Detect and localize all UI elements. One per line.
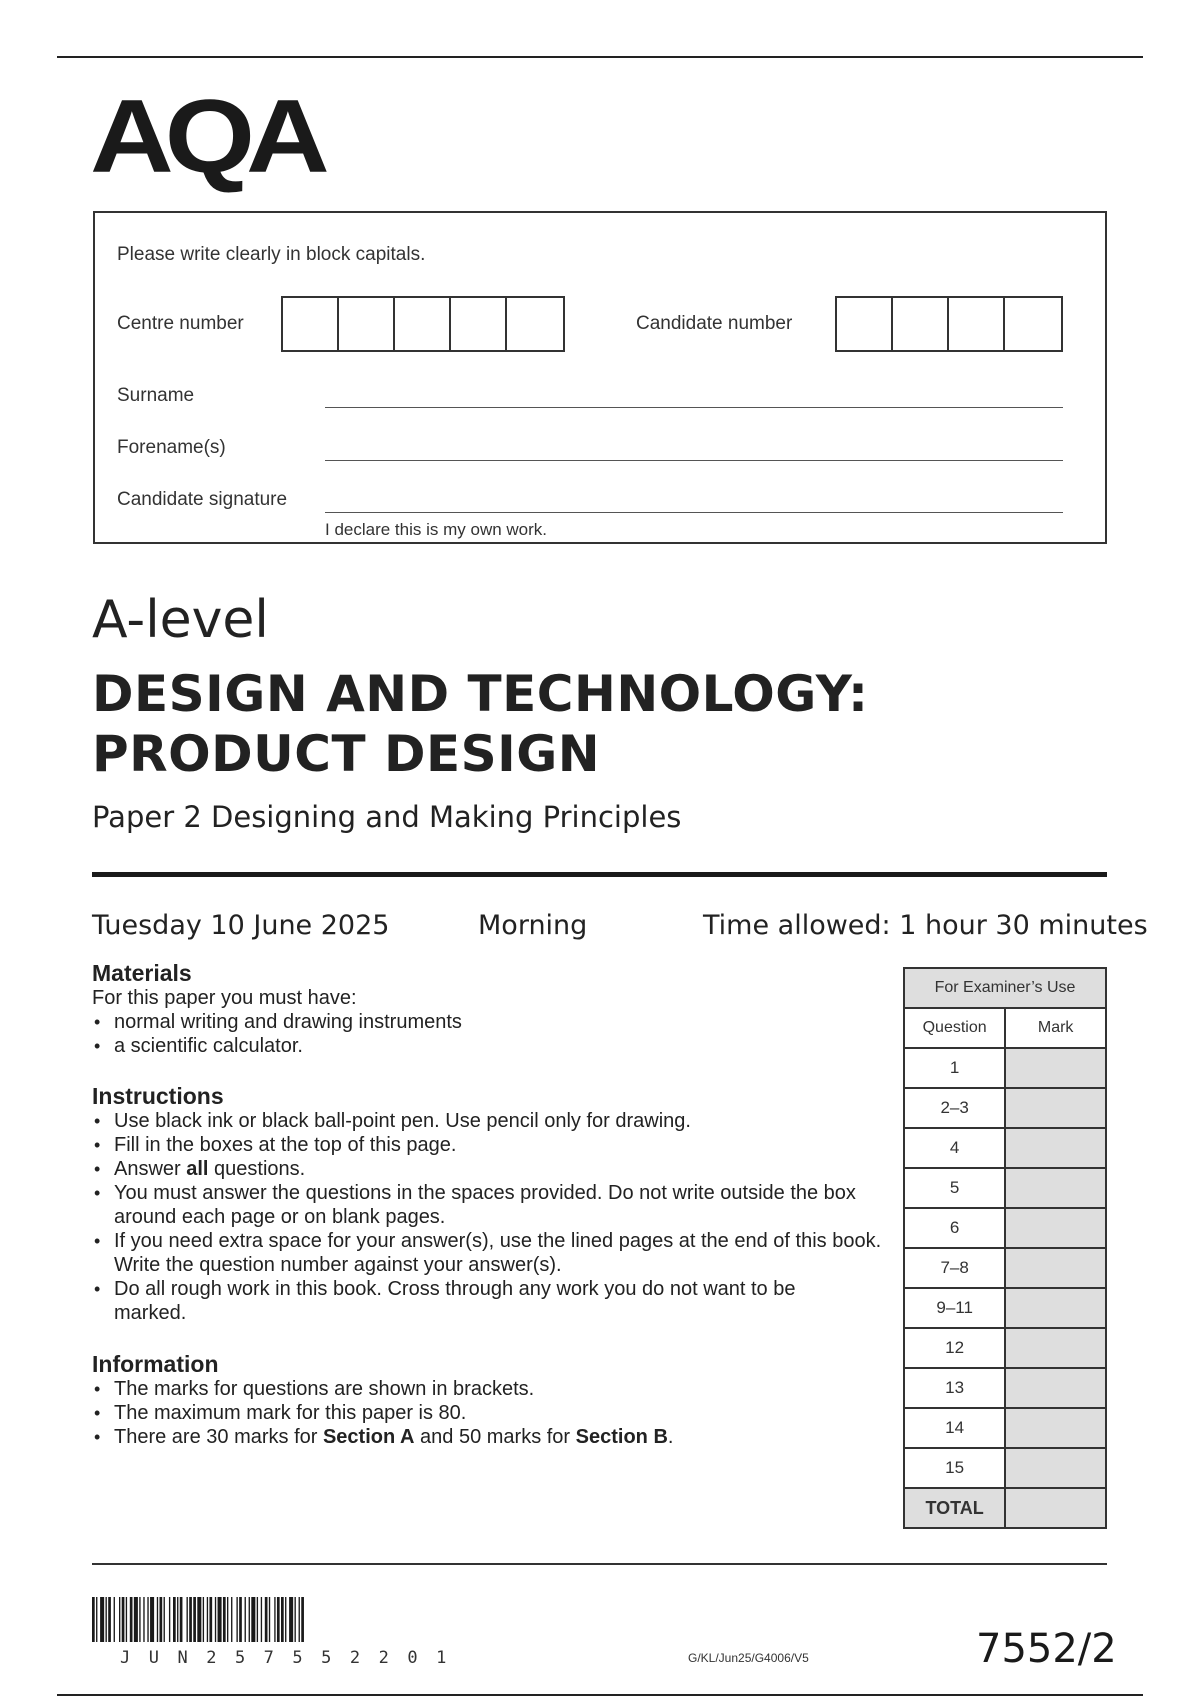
paper-code: 7552/2 — [976, 1626, 1117, 1672]
barcode-bar — [143, 1597, 144, 1642]
emphasis-text: Section B — [575, 1426, 668, 1448]
centre-number-digit-box[interactable] — [395, 298, 451, 350]
surname-label: Surname — [117, 385, 195, 406]
barcode-bar — [108, 1597, 111, 1642]
mark-cell — [1005, 1368, 1106, 1408]
subject-title-line-1: DESIGN AND TECHNOLOGY: — [92, 665, 869, 723]
text-run: and 50 marks for — [414, 1426, 576, 1448]
table-row — [904, 1128, 1106, 1168]
aqa-logo: AQA — [90, 77, 321, 195]
centre-number-digit-box[interactable] — [507, 298, 563, 350]
barcode-bar — [177, 1597, 178, 1642]
barcode-bar — [218, 1597, 222, 1642]
table-row — [904, 1288, 1106, 1328]
barcode-bar — [299, 1597, 300, 1642]
total-mark-cell — [1005, 1488, 1106, 1528]
barcode-bar — [203, 1597, 204, 1642]
barcode-bar — [160, 1597, 163, 1642]
exam-date: Tuesday 10 June 2025 — [92, 910, 390, 941]
instructions-heading: Instructions — [92, 1083, 224, 1109]
candidate-details-box — [93, 211, 1107, 544]
candidate-number-digit-box[interactable] — [893, 298, 949, 350]
barcode-bar — [239, 1597, 242, 1642]
barcode-bar — [193, 1597, 196, 1642]
examiner-table-body — [904, 1048, 1106, 1488]
mark-cell — [1005, 1328, 1106, 1368]
barcode-bar — [257, 1597, 258, 1642]
list-item — [92, 1157, 882, 1181]
list-item: • a scientific calculator. — [92, 1034, 892, 1058]
list-item: • Fill in the boxes at the top of this page. — [92, 1133, 882, 1157]
surname-field[interactable] — [325, 407, 1063, 408]
barcode-bar — [249, 1597, 250, 1642]
total-row — [904, 1488, 1106, 1528]
footer-rule — [92, 1563, 1107, 1565]
barcode — [92, 1597, 475, 1642]
mark-cell — [1005, 1408, 1106, 1448]
barcode-bar — [126, 1597, 127, 1642]
centre-number-digit-box[interactable] — [283, 298, 339, 350]
barcode-bar — [236, 1597, 237, 1642]
materials-heading: Materials — [92, 960, 192, 986]
centre-number-field[interactable] — [281, 296, 565, 352]
list-item: • The maximum mark for this paper is 80. — [92, 1401, 892, 1425]
time-allowed: Time allowed: 1 hour 30 minutes — [703, 910, 1148, 941]
candidate-number-digit-box[interactable] — [949, 298, 1005, 350]
barcode-bar — [173, 1597, 176, 1642]
top-rule — [57, 56, 1143, 58]
barcode-bar — [114, 1597, 115, 1642]
table-row — [904, 1088, 1106, 1128]
barcode-bar — [122, 1597, 125, 1642]
barcode-bar — [119, 1597, 120, 1642]
question-column-header: Question — [904, 1008, 1005, 1048]
signature-label: Candidate signature — [117, 489, 288, 510]
title-divider — [92, 872, 1107, 877]
mark-cell — [1005, 1168, 1106, 1208]
barcode-bar — [157, 1597, 158, 1642]
question-number-cell: 15 — [904, 1448, 1005, 1488]
question-number-cell: 14 — [904, 1408, 1005, 1448]
barcode-bar — [134, 1597, 138, 1642]
mark-cell — [1005, 1248, 1106, 1288]
examiner-table-heading: For Examiner’s Use — [904, 968, 1106, 1008]
forenames-field[interactable] — [325, 460, 1063, 461]
centre-number-label: Centre number — [117, 313, 244, 334]
text-run: . — [667, 1426, 674, 1448]
candidate-number-label: Candidate number — [636, 313, 793, 334]
barcode-bar — [277, 1597, 280, 1642]
text-run: There are 30 marks for — [114, 1426, 323, 1448]
list-item: • If you need extra space for your answer(s), use the lined pages at the end of this book. Write the question number against your answer(s). — [92, 1229, 882, 1277]
barcode-bar — [106, 1597, 107, 1642]
paper-title: Paper 2 Designing and Making Principles — [92, 800, 682, 834]
mark-column-header: Mark — [1005, 1008, 1106, 1048]
barcode-bar — [301, 1597, 304, 1642]
table-row — [904, 1408, 1106, 1448]
question-number-cell: 2–3 — [904, 1088, 1005, 1128]
barcode-bar — [96, 1597, 97, 1642]
barcode-bar — [269, 1597, 270, 1642]
barcode-bar — [223, 1597, 226, 1642]
centre-number-digit-box[interactable] — [451, 298, 507, 350]
barcode-bar — [261, 1597, 262, 1642]
question-number-cell: 5 — [904, 1168, 1005, 1208]
list-item — [92, 1425, 892, 1449]
materials-intro: For this paper you must have: — [92, 987, 357, 1009]
candidate-number-field[interactable] — [835, 296, 1063, 352]
barcode-bar — [164, 1597, 165, 1642]
table-row — [904, 1208, 1106, 1248]
table-row — [904, 1448, 1106, 1488]
question-number-cell: 13 — [904, 1368, 1005, 1408]
question-number-cell: 12 — [904, 1328, 1005, 1368]
examiner-use-table — [903, 967, 1107, 1529]
barcode-bar — [274, 1597, 275, 1642]
document-reference: G/KL/Jun25/G4006/V5 — [688, 1651, 809, 1665]
mark-cell — [1005, 1088, 1106, 1128]
list-item: • Do all rough work in this book. Cross through any work you do not want to be marked. — [92, 1277, 814, 1325]
instructions-list — [92, 1109, 882, 1325]
barcode-bar — [231, 1597, 232, 1642]
barcode-bar — [295, 1597, 296, 1642]
barcode-bar — [180, 1597, 183, 1642]
barcode-bar — [130, 1597, 133, 1642]
barcode-bar — [187, 1597, 188, 1642]
table-row — [904, 1168, 1106, 1208]
question-number-cell: 1 — [904, 1048, 1005, 1088]
materials-list — [92, 1010, 892, 1058]
barcode-bar — [245, 1597, 246, 1642]
question-number-cell: 9–11 — [904, 1288, 1005, 1328]
total-label: TOTAL — [904, 1488, 1005, 1528]
block-capitals-instruction: Please write clearly in block capitals. — [117, 244, 426, 265]
exam-session: Morning — [478, 910, 588, 941]
barcode-bar — [209, 1597, 212, 1642]
barcode-bar — [147, 1597, 148, 1642]
barcode-bar — [150, 1597, 154, 1642]
barcode-bar — [207, 1597, 208, 1642]
mark-cell — [1005, 1048, 1106, 1088]
mark-cell — [1005, 1448, 1106, 1488]
barcode-bar — [169, 1597, 170, 1642]
mark-cell — [1005, 1208, 1106, 1248]
question-number-cell: 7–8 — [904, 1248, 1005, 1288]
list-item: • normal writing and drawing instruments — [92, 1010, 892, 1034]
barcode-bar — [285, 1597, 286, 1642]
barcode-bar — [197, 1597, 201, 1642]
barcode-bar — [139, 1597, 140, 1642]
list-item: • Use black ink or black ball-point pen. Use pencil only for drawing. — [92, 1109, 882, 1133]
subject-title-line-2: PRODUCT DESIGN — [92, 725, 601, 783]
mark-cell — [1005, 1288, 1106, 1328]
barcode-bar — [227, 1597, 228, 1642]
table-row — [904, 1048, 1106, 1088]
information-list — [92, 1377, 892, 1449]
barcode-bar — [265, 1597, 268, 1642]
subject-title — [92, 664, 869, 784]
information-heading: Information — [92, 1351, 219, 1377]
barcode-text: JUN257552201 — [120, 1648, 465, 1668]
table-row — [904, 1248, 1106, 1288]
table-row — [904, 1328, 1106, 1368]
barcode-bar — [289, 1597, 293, 1642]
barcode-bar — [92, 1597, 95, 1642]
mark-cell — [1005, 1128, 1106, 1168]
barcode-bar — [189, 1597, 192, 1642]
qualification-level: A-level — [92, 590, 269, 650]
declaration-text: I declare this is my own work. — [325, 520, 548, 539]
barcode-bar — [100, 1597, 104, 1642]
candidate-number-digit-box[interactable] — [1005, 298, 1061, 350]
barcode-bar — [215, 1597, 216, 1642]
centre-number-digit-box[interactable] — [339, 298, 395, 350]
table-row — [904, 1368, 1106, 1408]
emphasis-text: Section A — [322, 1426, 415, 1448]
barcode-bar — [251, 1597, 255, 1642]
candidate-number-digit-box[interactable] — [837, 298, 893, 350]
barcode-bar — [281, 1597, 284, 1642]
text-run: questions. — [208, 1158, 306, 1180]
list-item: • You must answer the questions in the spaces provided. Do not write outside the box around each page or on blank pages. — [92, 1181, 882, 1229]
emphasis-text: all — [186, 1158, 209, 1180]
signature-field[interactable] — [325, 512, 1063, 513]
question-number-cell: 6 — [904, 1208, 1005, 1248]
question-number-cell: 4 — [904, 1128, 1005, 1168]
forenames-label: Forename(s) — [117, 437, 226, 458]
list-item: • The marks for questions are shown in brackets. — [92, 1377, 892, 1401]
text-run: Answer — [114, 1158, 187, 1180]
bottom-rule — [57, 1694, 1143, 1696]
